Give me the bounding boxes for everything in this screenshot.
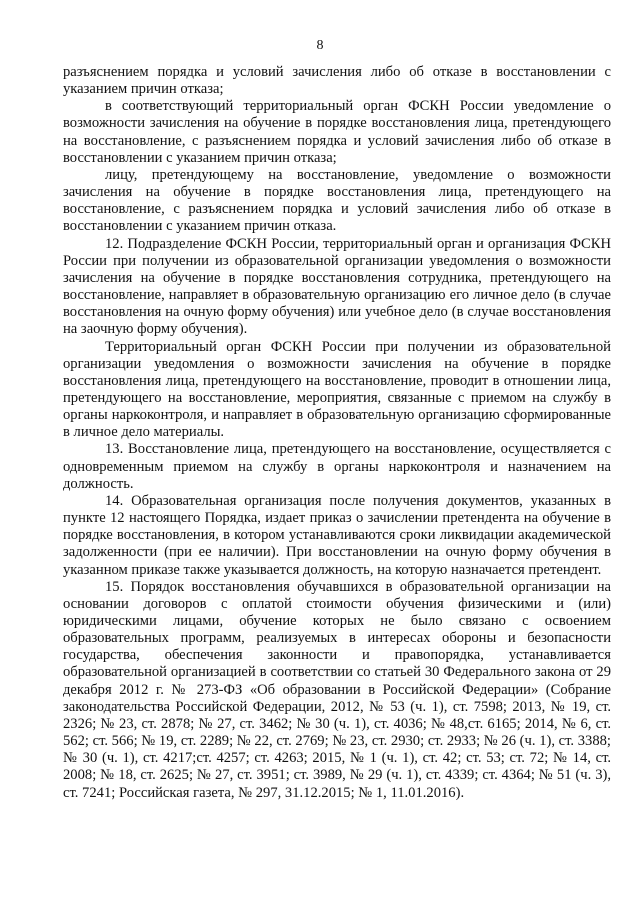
page-number: 8	[316, 38, 324, 53]
document-body	[63, 64, 611, 802]
paragraph-clause-12: 12. Подразделение ФСКН России, территориальный орган и организация ФСКН России при получении из образовательной организации уведомления о возможности зачисления на обучение в порядке восстановления сотрудника, претендующего на восстановление, направляет в образовательную организацию его личное дело (в случае восстановления на очную форму обучения) или учебное дело (в случае восстановления на заочную форму обучения).	[63, 235, 611, 338]
paragraph-notice-territorial-organ: в соответствующий территориальный орган ФСКН России уведомление о возможности зачисления на обучение в порядке восстановления лица, претендующего на восстановление, с разъяснением порядка и условий зачисления либо об отказе в восстановлении с указанием причин отказа;	[63, 98, 611, 166]
paragraph-continuation: разъяснением порядка и условий зачисления либо об отказе в восстановлении с указанием причин отказа;	[63, 64, 611, 98]
paragraph-clause-12-territorial: Территориальный орган ФСКН России при получении из образовательной организации уведомления о возможности зачисления на обучение в порядке восстановления лица, претендующего на восстановление, проводит в отношении лица, претендующего на восстановление, мероприятия, связанные с приемом на службу в органы наркоконтроля, и направляет в образовательную организацию сформированные в личное дело материалы.	[63, 338, 611, 441]
paragraph-clause-13: 13. Восстановление лица, претендующего на восстановление, осуществляется с одновременным приемом на службу в органы наркоконтроля и назначением на должность.	[63, 441, 611, 492]
paragraph-notice-applicant: лицу, претендующему на восстановление, уведомление о возможности зачисления на обучение в порядке восстановления лица, претендующего на восстановление, с разъяснением порядка и условий зачисления либо об отказе в восстановлении с указанием причин отказа.	[63, 166, 611, 235]
paragraph-clause-15: 15. Порядок восстановления обучавшихся в образовательной организации на основании договоров с оплатой стоимости обучения физическими и (или) юридическими лицами, обучение которых не было связано с освоением образовательных программ, реализуемых в интересах обороны и безопасности государства, обеспечения законности и правопорядка, устанавливается образовательной организацией в соответствии со статьей 30 Федерального закона от 29 декабря 2012 г. № 273-ФЗ «Об образовании в Российской Федерации» (Собрание законодательства Российской Федерации, 2012, № 53 (ч. 1), ст. 7598; 2013, № 19, ст. 2326; № 23, ст. 2878; № 27, ст. 3462; № 30 (ч. 1), ст. 4036; № 48,ст. 6165; 2014, № 6, ст. 562; ст. 566; № 19, ст. 2289; № 22, ст. 2769; № 23, ст. 2930; ст. 2933; № 26 (ч. 1), ст. 3388; № 30 (ч. 1), ст. 4217;ст. 4257; ст. 4263; 2015, № 1 (ч. 1), ст. 42; ст. 53; ст. 72; № 14, ст. 2008; № 18, ст. 2625; № 27, ст. 3951; ст. 3989, № 29 (ч. 1), ст. 4339; ст. 4364; № 51 (ч. 3), ст. 7241; Российская газета, № 297, 31.12.2015; № 1, 11.01.2016).	[63, 578, 611, 801]
paragraph-clause-14: 14. Образовательная организация после получения документов, указанных в пункте 12 настоящего Порядка, издает приказ о зачислении претендента на обучение в порядке восстановления, в котором устанавливаются сроки ликвидации академической задолженности (при ее наличии). При восстановлении на очную форму обучения в указанном приказе также указывается должность, на которую назначается претендент.	[63, 492, 611, 578]
